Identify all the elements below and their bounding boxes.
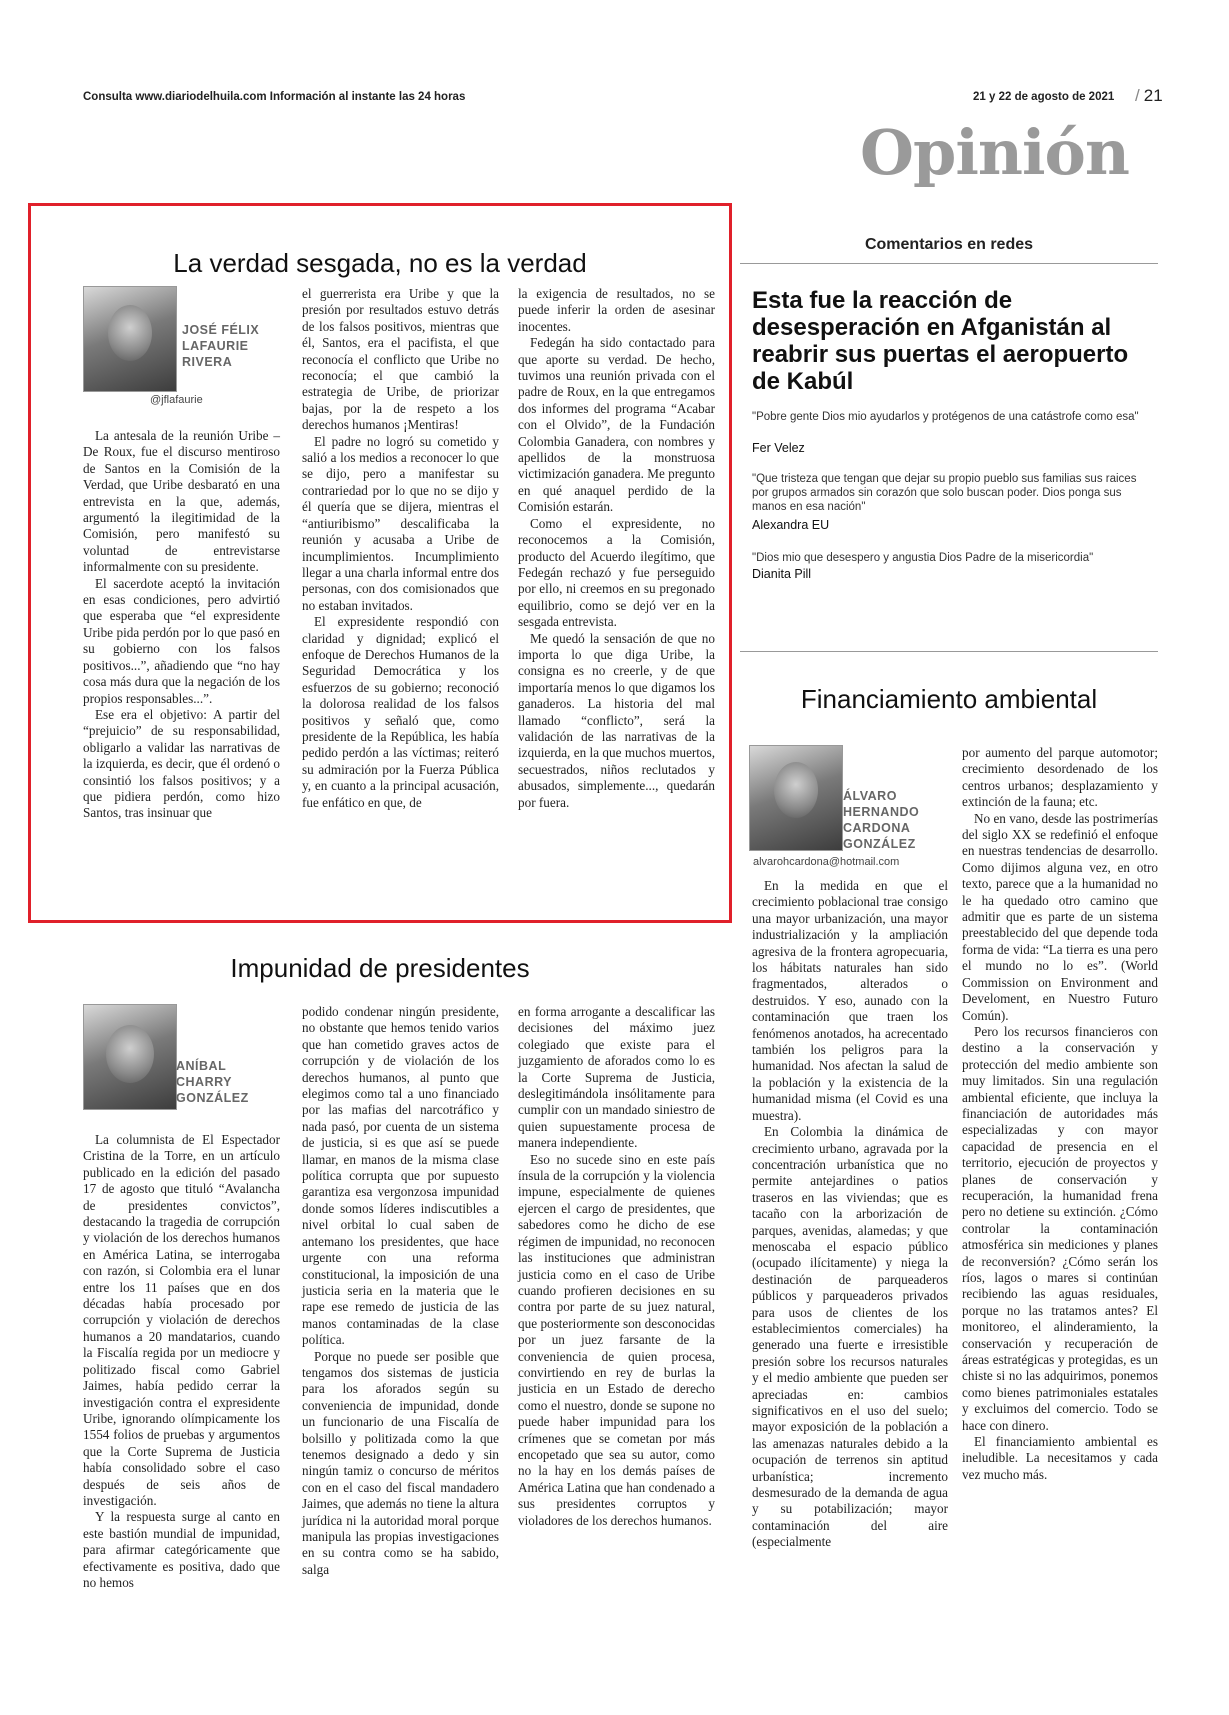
- paragraph: El padre no logró su cometido y salió a los medios a reconocer lo que se dijo, pero a manifestar su contrariedad por lo que no se dijo y él quería que se dijera, mientras el “antiuribismo” descalificaba la reunión y acusaba a Uribe de incumplimientos. Incumplimiento llegar a una charla informal entre dos personas, con dos comisionados que no estaban invitados.: [302, 433, 499, 613]
- article-title: Financiamiento ambiental: [800, 684, 1098, 714]
- author-name-line: ANÍBAL: [176, 1059, 227, 1073]
- site-banner: Consulta www.diariodelhuila.com Información al instante las 24 horas: [83, 91, 466, 103]
- paragraph: Ese era el objetivo: A partir del “prejuicio” de su responsabilidad, obligarlo a validar las narrativas de la izquierda, es decir, que él ordenó o consintió los falsos positivos; y a que pidiera perdón, como hizo Santos, tras insinuar que: [83, 706, 280, 821]
- paragraph: La antesala de la reunión Uribe – De Roux, fue el discurso mentiroso de Santos en la Comisión de la Verdad, que Uribe desbarató en una entrevista en la que, además, argumentó la ilegitimidad de la Comisión, pero manifestó su voluntad de entrevistarse informalmente con su presidente.: [83, 428, 280, 575]
- article-column: [302, 1004, 499, 1578]
- paragraph: podido condenar ningún presidente, no obstante que hemos tenido varios que han cometido graves actos de corrupción y de violación de los derechos humanos, al punto que elegimos como tal a uno financiado por las mafias del narcotráfico y nada pasó, por cuenta de un sistema de justicia, si es que así se puede llamar, en manos de la misma clase política corrupta que por supuesto garantiza esa vergonzosa impunidad donde somos líderes indiscutibles a nivel orbital lo cual saben de antemano los presidentes, que hace urgente con una reforma constitucional, la imposición de una justicia seria en la materia que le rape ese remedo de justicia de las manos contaminadas de la clase política.: [302, 1004, 499, 1348]
- page-number-value: 21: [1143, 86, 1163, 105]
- author-name-line: GONZÁLEZ: [843, 837, 916, 851]
- paragraph: En la medida en que el crecimiento poblacional trae consigo una mayor urbanización, una mayor industrialización y la ampliación agresiva de la frontera agropecuaria, los hábitats naturales han sido fragmentados, alterados o destruidos. Y eso, aunado con la contaminación que traen los fenómenos anotados, ha acrecentado también los peligros para la humanidad. Nos afectan la salud de la población y la existencia de la humanidad misma (el Covid es una muestra).: [752, 878, 948, 1123]
- article-column: [752, 878, 948, 1551]
- author-name-line: CHARRY: [176, 1075, 233, 1089]
- author-name-line: ÁLVARO: [843, 789, 897, 803]
- author-name: [843, 788, 963, 852]
- author-name: [182, 322, 302, 370]
- paragraph: el guerrerista era Uribe y que la presión por resultados estuvo detrás de los falsos positivos, mientras que él, Santos, era el pacifista, el que reconocía el conflicto que Uribe no reconocía; el que cambió la estrategia de Uribe, de priorizar bajas, por la de respeto a los derechos humanos ¡Mentiras!: [302, 286, 499, 433]
- author-name-line: HERNANDO: [843, 805, 920, 819]
- author-email: alvarohcardona@hotmail.com: [753, 856, 900, 868]
- article-column: [302, 286, 499, 811]
- divider: [740, 651, 1158, 652]
- paragraph: La columnista de El Espectador Cristina de la Torre, en un artículo publicado en la edición del pasado 17 de agosto que tituló “Avalancha de presidentes convictos”, destacando la tragedia de corrupción y violación de los derechos humanos en América Latina, se interrogaba con razón, si Colombia era el lunar entre los 11 países que en dos décadas había procesado por corrupción y violación de derechos humanos a 20 mandatarios, cuando la Fiscalía regida por un mediocre y politizado fiscal como Gabriel Jaimes, había pedido cerrar la investigación contra el expresidente Uribe, ignorando olímpicamente los 1554 folios de pruebas y argumentos que la Corte Suprema de Justicia había consolidado sobre el caso después de seis años de investigación.: [83, 1132, 280, 1508]
- author-name-line: GONZÁLEZ: [176, 1091, 249, 1105]
- article-column: [518, 1004, 715, 1529]
- author-handle: @jflafaurie: [150, 394, 203, 406]
- paragraph: Fedegán ha sido contactado para que aporte su verdad. De hecho, tuvimos una reunión privada con el padre de Roux, en la que entregamos dos informes del programa “Acabar con el Olvido”, de la Fundación Colombia Ganadera, con nombres y apellidos de la monstruosa victimización ganadera. Me pregunto en qué anaquel perdido de la Comisión estarán.: [518, 335, 716, 515]
- redes-headline: Esta fue la reacción de desesperación en Afganistán al reabrir sus puertas el aeropuerto de Kabúl: [752, 287, 1129, 395]
- paragraph: Pero los recursos financieros con destino a la conservación y protección del medio ambiente son muy limitados. Sin una regulación ambiental eficiente, que incluya la financiación de autoridades más especializadas y con mayor capacidad de presencia en el territorio, ejecución de proyectos y planes de conservación y recuperación, la humanidad frena pero no detiene su extinción. ¿Cómo controlar la contaminación atmosférica sin mediciones y planes de reconversión? ¿Cómo serán los ríos, lagos o mares si continúan recibiendo las aguas residuales, porque no las tratamos antes? El monitoreo, el alinderamiento, la conservación y recuperación de áreas estratégicas y protegidas, es un chiste si no las adquirimos, ponemos como bienes patrimoniales estatales y excluimos del comercio. Todo se hace con dinero.: [962, 1023, 1158, 1433]
- paragraph: Y la respuesta surge al canto en este bastión mundial de impunidad, para afirmar categóricamente que efectivamente es positiva, dado que no hemos: [83, 1509, 280, 1590]
- comment-author: Alexandra EU: [752, 518, 830, 532]
- author-name-line: JOSÉ FÉLIX: [182, 323, 260, 337]
- paragraph: El financiamiento ambiental es ineludible. La necesitamos y cada vez mucho más.: [962, 1434, 1158, 1482]
- paragraph: Como el expresidente, no reconocemos a la Comisión, producto del Acuerdo ilegítimo, que Fedegán rechazó y fue perseguido por ello, ni creemos en su pregonado equilibrio, como se dejó ver en la sesgada entrevista.: [518, 515, 715, 630]
- article-column: [83, 428, 280, 822]
- article-column: [518, 286, 715, 811]
- paragraph: Porque no puede ser posible que tengamos dos sistemas de justicia para los aforados según su conveniencia de impunidad, donde un funcionario de una Fiscalía de bolsillo y politizada como la que tenemos designado a dedo y sin ningún tamiz o concurso de méritos con en el caso del fiscal mandadero Jaimes, que además no tiene la altura jurídica ni la autoridad moral porque manipula las propias investigaciones en su contra como se ha sabido, salga: [302, 1348, 499, 1577]
- author-name: [176, 1058, 286, 1106]
- author-photo: [83, 1004, 177, 1110]
- article-title: La verdad sesgada, no es la verdad: [173, 248, 587, 278]
- paragraph: Eso no sucede sino en este país ínsula de la corrupción y la violencia impune, especialmente de quienes ejercen el cargo de presidentes, que sabedores como he dicho de ese régimen de impunidad, no reconocen las instituciones que administran justicia como en el caso de Uribe cuando profieren decisiones en su contra por parte de su juez natural, que posteriormente son desconocidas por un juez farsante de la conveniencia de quien procesa, convirtiendo en rey de burlas la justicia en un Estado de derecho como el nuestro, donde se supone no puede haber impunidad para los crímenes que se cometan por más encopetado que sea su autor, como no la hay en los demás países de América Latina que han condenado a sus presidentes corruptos y violadores de los derechos humanos.: [518, 1151, 715, 1528]
- redes-section-title: Comentarios en redes: [864, 236, 1034, 253]
- issue-date: 21 y 22 de agosto de 2021: [973, 91, 1115, 103]
- author-name-line: LAFAURIE: [182, 339, 249, 353]
- comment-text: "Que tristeza que tengan que dejar su propio pueblo sus familias sus raices por grupos armados sin corazón que solo buscan poder. Dios ponga sus manos en esa nación": [752, 473, 1137, 513]
- paragraph: El expresidente respondió con claridad y dignidad; explicó el enfoque de Derechos Humanos de la Seguridad Democrática y los esfuerzos de su gobierno; reconoció la dolorosa realidad de los falsos positivos y señaló que, como presidente de la República, les había pedido perdón a las víctimas; reiteró su admiración por la Fuerza Pública y, en cuanto a la principal acusación, fue enfático en que, de: [302, 614, 499, 810]
- comment-text: "Pobre gente Dios mio ayudarlos y protégenos de una catástrofe como esa": [752, 411, 1139, 423]
- article-column: [962, 745, 1158, 1483]
- paragraph: No en vano, desde las postrimerías del siglo XX se redefinió el enfoque en nuestras tendencias de desarrollo. Como dijimos alguna vez, en otro texto, parece que a la humanidad no le ha quedado otro camino que admitir que es parte de un sistema preestablecido del que depende toda forma de vida: “La tierra es una pero el mundo no lo es”. (World Commission on Environment and Develoment, en Nuestro Futuro Común).: [962, 810, 1158, 1023]
- paragraph: por aumento del parque automotor; crecimiento desordenado de los centros urbanos; desplazamiento y extinción de la fauna; etc.: [962, 745, 1158, 810]
- article-title: Impunidad de presidentes: [230, 953, 530, 983]
- section-title: Opinión: [860, 116, 1129, 189]
- author-name-line: CARDONA: [843, 821, 911, 835]
- page-number: / 21: [1135, 86, 1163, 105]
- divider: [740, 263, 1158, 264]
- comment-author: Dianita Pill: [752, 567, 812, 581]
- comment-text: "Dios mio que desespero y angustia Dios Padre de la misericordia": [752, 552, 1094, 564]
- paragraph: la exigencia de resultados, no se puede inferir la orden de asesinar inocentes.: [518, 286, 715, 334]
- author-photo: [749, 745, 843, 851]
- author-photo: [83, 286, 177, 392]
- paragraph: Me quedó la sensación de que no importa lo que diga Uribe, la consigna es no creerle, y de que importaría menos lo que digamos los ganaderos. La historia del mal llamado “conflicto”, será la validación de las narrativas de la izquierda, en la que muchos muertos, secuestrados, niños reclutados y abusados, simplemente..., quedarán por fuera.: [518, 630, 715, 810]
- paragraph: en forma arrogante a descalificar las decisiones del máximo juez colegiado que existe para el juzgamiento de aforados como lo es la Corte Suprema de Justicia, deslegitimándola insólitamente para cumplir con un mandado siniestro de quien supuestamente procesa de manera independiente.: [518, 1004, 715, 1151]
- paragraph: En Colombia la dinámica de crecimiento urbano, agravada por la concentración urbanística que no permite antejardines o patios traseros en las viviendas; que es tacaño con la arborización de parques, avenidas, alamedas; y que menoscaba el espacio público (ocupado ilícitamente) y niega la destinación de parqueaderos públicos y parqueaderos privados para usos de clientes de los establecimientos comerciales) ha generado una fuerte e irresistible presión sobre los recursos naturales y el medio ambiente que pueden ser apreciadas en: cambios significativos en el uso del suelo; mayor exposición de la población a las amenazas naturales debido a la ocupación de terrenos sin aptitud urbanística; incremento desmesurado de la demanda de agua y su potabilización; mayor contaminación del aire (especialmente: [752, 1124, 948, 1550]
- author-name-line: RIVERA: [182, 355, 233, 369]
- paragraph: El sacerdote aceptó la invitación en esas condiciones, pero advirtió que esperaba que “el expresidente Uribe pida perdón por lo que pasó en su gobierno con los falsos positivos...”, añadiendo que “no hay cosa más dura que la negación de los propios responsables...”.: [83, 575, 280, 706]
- comment-author: Fer Velez: [752, 441, 805, 455]
- article-column: [83, 1132, 280, 1591]
